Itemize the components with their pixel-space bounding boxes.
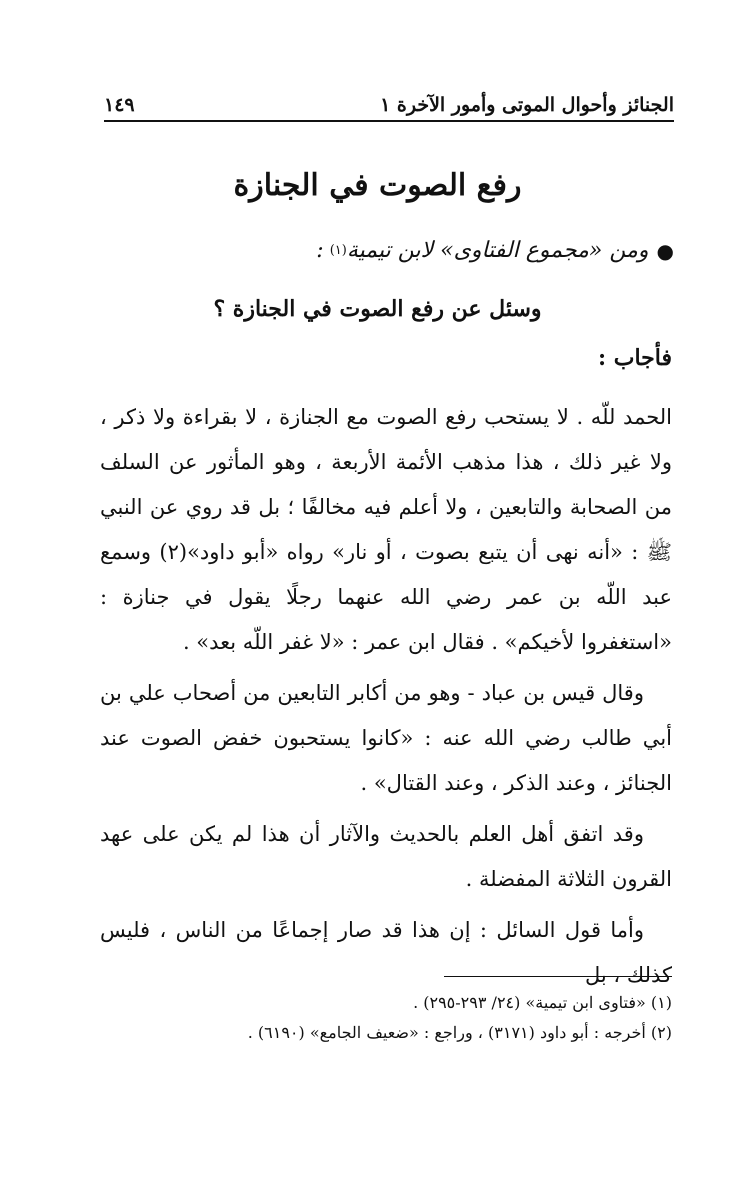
- body-text: [100, 395, 672, 1004]
- paragraph: وقد اتفق أهل العلم بالحديث والآثار أن هذا لم يكن على عهد القرون الثلاثة المفضلة .: [100, 822, 672, 891]
- paragraph: وقال قيس بن عباد - وهو من أكابر التابعين من أصحاب علي بن أبي طالب رضي الله عنه : «كانوا يستحبون خفض الصوت عند الجنائز ، وعند الذكر ، وعند القتال» .: [100, 681, 672, 795]
- bullet-icon: ●: [656, 238, 674, 263]
- answer-label: فأجاب :: [597, 345, 672, 371]
- footnote-divider: [444, 976, 672, 977]
- footnote: (١) «فتاوى ابن تيمية» (٢٤/ ٢٩٣-٢٩٥) .: [413, 993, 672, 1012]
- paragraph: وأما قول السائل : إن هذا قد صار إجماعًا من الناس ، فليس كذلك ، بل: [100, 918, 672, 987]
- source-line: [104, 238, 674, 263]
- running-title: الجنائز وأحوال الموتى وأمور الآخرة ١: [380, 94, 674, 116]
- question-heading: وسئل عن رفع الصوت في الجنازة ؟: [213, 296, 542, 322]
- running-header: [104, 88, 674, 122]
- paragraph: الحمد للّه . لا يستحب رفع الصوت مع الجنازة ، لا بقراءة ولا ذكر ، ولا غير ذلك ، هذا مذهب الأئمة الأربعة ، وهو المأثور عن السلف من الصحابة والتابعين ، ولا أعلم فيه مخالفًا ؛ بل قد روي عن النبي ﷺ : «أنه نهى أن يتبع بصوت ، أو نار» رواه «أبو داود»(٢) وسمع عبد اللّه بن عمر رضي الله عنهما رجلًا يقول في جنازة : «استغفروا لأخيكم» . فقال ابن عمر : «لا غفر اللّه بعد» .: [100, 405, 672, 654]
- footnotes: [100, 988, 672, 1048]
- source-colon: :: [316, 238, 324, 263]
- footnote-ref: (١): [329, 243, 347, 258]
- chapter-title: رفع الصوت في الجنازة: [233, 168, 522, 203]
- source-text: ومن «مجموع الفتاوى» لابن تيمية: [346, 238, 649, 263]
- footnote: (٢) أخرجه : أبو داود (٣١٧١) ، وراجع : «ضعيف الجامع» (٦١٩٠) .: [247, 1023, 672, 1042]
- page-number: ١٤٩: [104, 94, 135, 116]
